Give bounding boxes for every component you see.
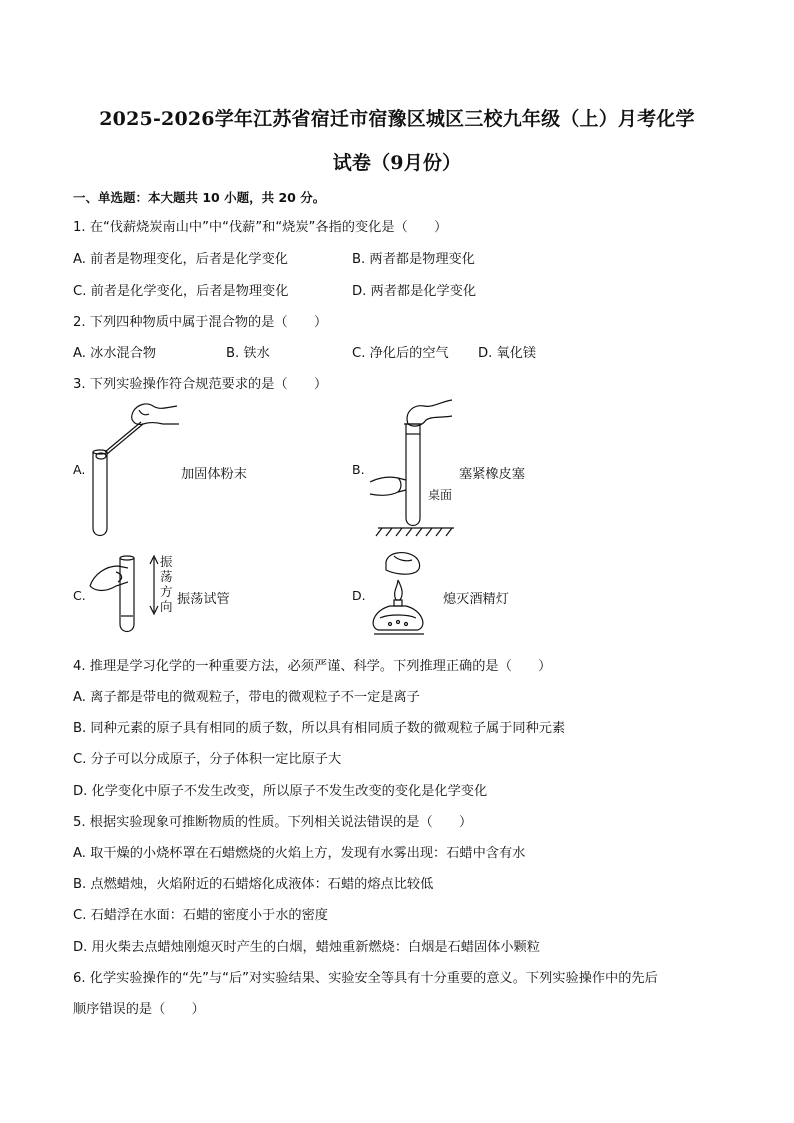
q1-stem: 1. 在“伐薪烧炭南山中”中“伐薪”和“烧炭”各指的变化是（ ） — [73, 220, 448, 235]
q1-option-c: C. 前者是化学变化，后者是物理变化 — [73, 284, 289, 299]
alcohol-lamp-figure — [364, 548, 444, 640]
q3-b-label: B. — [352, 462, 365, 477]
q3-a-caption: 加固体粉末 — [181, 467, 247, 482]
q6-stem-line2: 顺序错误的是（ ） — [73, 1002, 205, 1017]
q3-a-label: A. — [73, 462, 86, 477]
q5-option-c: C. 石蜡浮在水面：石蜡的密度小于水的密度 — [73, 908, 328, 923]
q2-option-a: A. 冰水混合物 — [73, 346, 157, 361]
exam-title-line2: 试卷（9月份） — [332, 152, 462, 174]
test-tube-spatula-figure — [85, 400, 195, 540]
stopper-on-desk-figure — [368, 398, 468, 538]
q2-option-c: C. 净化后的空气 — [352, 346, 449, 361]
q3-c-label: C. — [73, 588, 86, 603]
q3-d-caption: 熄灭酒精灯 — [443, 592, 509, 607]
q2-stem: 2. 下列四种物质中属于混合物的是（ ） — [73, 315, 328, 330]
q3-b-desk-label: 桌面 — [428, 488, 453, 502]
q5-option-d: D. 用火柴去点蜡烛刚熄灭时产生的白烟，蜡烛重新燃烧：白烟是石蜡固体小颗粒 — [73, 940, 540, 955]
q4-option-b: B. 同种元素的原子具有相同的质子数，所以具有相同质子数的微观粒子属于同种元素 — [73, 721, 566, 736]
q5-option-a: A. 取干燥的小烧杯罩在石蜡燃烧的火焰上方，发现有水雾出现：石蜡中含有水 — [73, 846, 526, 861]
q5-option-b: B. 点燃蜡烛，火焰附近的石蜡熔化成液体：石蜡的熔点比较低 — [73, 877, 434, 892]
q4-option-d: D. 化学变化中原子不发生改变，所以原子不发生改变的变化是化学变化 — [73, 784, 488, 799]
shaking-tube-figure — [88, 552, 168, 636]
q4-option-a: A. 离子都是带电的微观粒子，带电的微观粒子不一定是离子 — [73, 690, 420, 705]
q2-option-d: D. 氧化镁 — [478, 346, 537, 361]
q3-stem: 3. 下列实验操作符合规范要求的是（ ） — [73, 377, 328, 392]
exam-title-line1: 2025-2026学年江苏省宿迁市宿豫区城区三校九年级（上）月考化学 — [99, 108, 695, 130]
q6-stem-line1: 6. 化学实验操作的“先”与“后”对实验结果、实验安全等具有十分重要的意义。下列实验操作中的先后 — [73, 971, 658, 986]
q4-option-c: C. 分子可以分成原子，分子体积一定比原子大 — [73, 752, 342, 767]
q2-option-b: B. 铁水 — [226, 346, 270, 361]
q4-stem: 4. 推理是学习化学的一种重要方法，必须严谨、科学。下列推理正确的是（ ） — [73, 659, 552, 674]
q5-stem: 5. 根据实验现象可推断物质的性质。下列相关说法错误的是（ ） — [73, 815, 473, 830]
q1-option-a: A. 前者是物理变化，后者是化学变化 — [73, 252, 288, 267]
q1-option-b: B. 两者都是物理变化 — [352, 252, 475, 267]
q1-option-d: D. 两者都是化学变化 — [352, 284, 477, 299]
q3-c-caption: 振荡试管 — [177, 592, 230, 607]
section-heading: 一、单选题：本大题共 10 小题，共 20 分。 — [73, 190, 326, 205]
q3-d-label: D. — [352, 588, 366, 603]
q3-c-arrow-text: 振 荡 方 向 — [160, 554, 173, 614]
q3-b-caption: 塞紧橡皮塞 — [459, 467, 525, 482]
